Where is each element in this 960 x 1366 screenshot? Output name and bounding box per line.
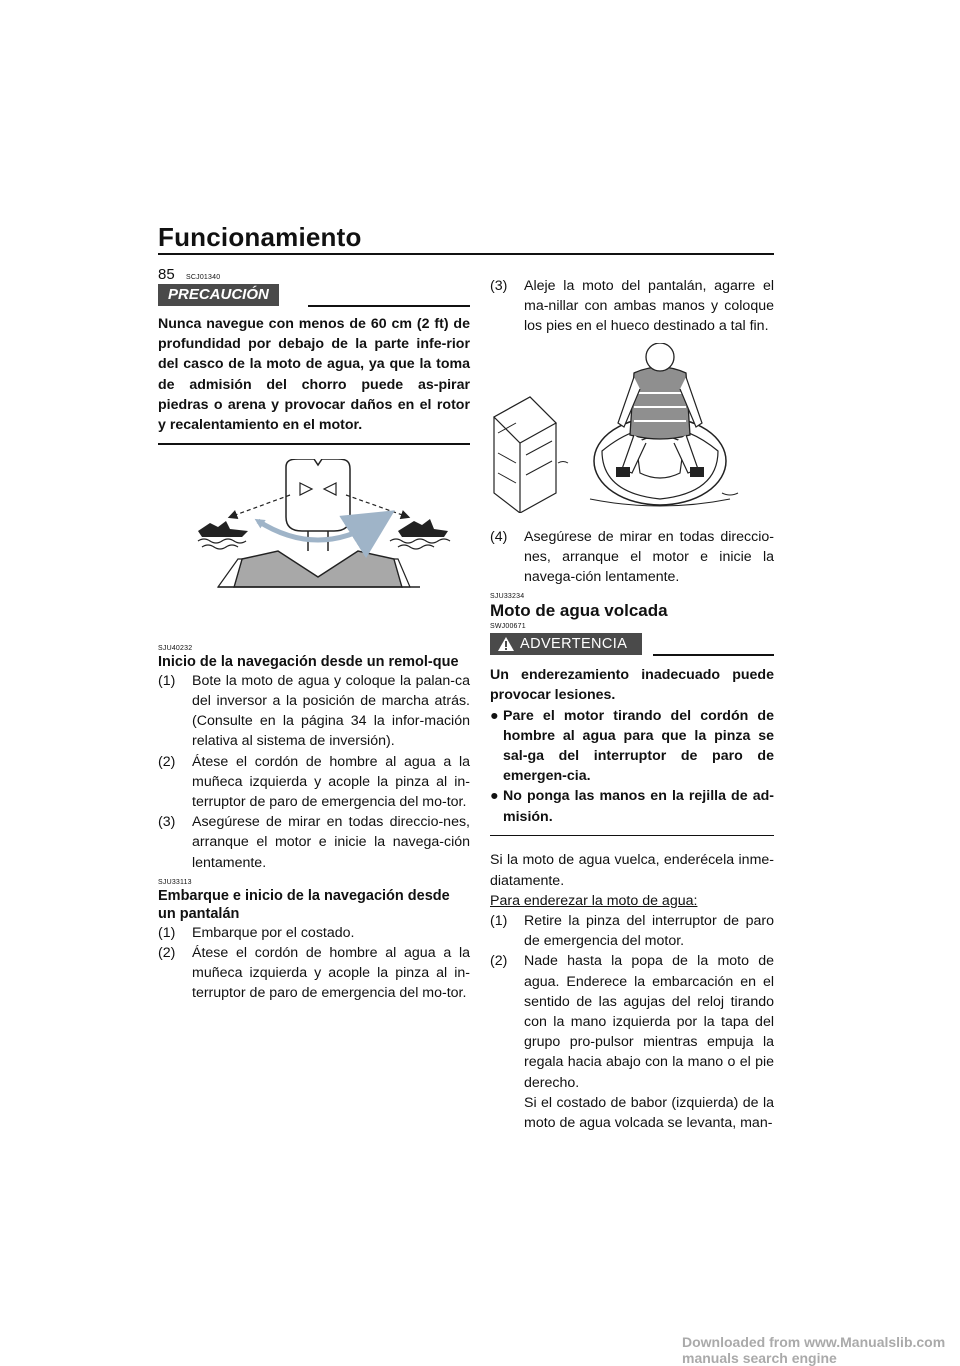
warning-rule [653,654,774,656]
warning-code: SWJ00671 [490,623,526,631]
title-rule [158,253,774,255]
continuation-text: Si el costado de babor (izquierda) de la moto de agua volcada se levanta, man- [524,1094,774,1131]
warning-label: ADVERTENCIA [490,633,642,655]
list-item: (1) Retire la pinza del interruptor de paro de emergencia del motor. [490,912,774,950]
section-heading-capsized: Moto de agua volcada [490,601,668,621]
list-item: (1) Embarque por el costado. [158,924,355,941]
list-item: (3) Aleje la moto del pantalán, agarre el ma-nillar con ambas manos y coloque los pies en el hueco destinado a tal fin. [490,278,774,335]
warning-bullet: ● Pare el motor tirando del cordón de hombre al agua para que la pinza se sal-ga del interruptor de paro de emergen-cia. [490,707,774,785]
rider-on-watercraft-image [490,343,774,513]
look-around-illustration [158,459,470,599]
page-title: Funcionamiento [158,222,362,252]
warning-end-rule [490,835,774,837]
watermark-text: Downloaded from www.Manualslib.com manuals search engine [682,1334,946,1366]
warning-triangle-icon [497,636,515,652]
section-code: SJU33234 [490,593,525,601]
footer-watermark [0,1334,960,1366]
warning-header [490,633,774,657]
boarding-illustration [490,343,774,513]
right-column [490,276,774,1133]
caution-code: SCJ01340 [186,274,221,281]
list-item: (2) Átese el cordón de hombre al agua a la muñeca izquierda y acople la pinza al in-terruptor de paro de emergencia del mo-tor. [158,753,470,810]
section-heading-trailer: Inicio de la navegación desde un remol-que [158,653,459,670]
dock-steps [158,923,470,1004]
righting-subheading: Para enderezar la moto de agua: [490,892,698,909]
caution-label: PRECAUCIÓN [158,284,279,306]
list-item: (3) Asegúrese de mirar en todas direccio-nes, arranque el motor e inicie la navega-ción lentamente. [158,814,470,871]
caution-header [158,284,470,308]
warning-text: Un enderezamiento inadecuado puede provocar lesiones. [490,667,774,704]
trailer-steps [158,671,470,873]
caution-rule [308,305,470,307]
list-item: (2) Átese el cordón de hombre al agua a la muñeca izquierda y acople la pinza al in-terruptor de paro de emergencia del mo-tor. [158,944,470,1002]
caution-text: Nunca navegue con menos de 60 cm (2 ft) de profundidad por debajo de la parte infe-rior del casco de la moto de agua, ya que la toma de admisión del chorro puede as-pirar piedras o arena y provocar daños en el rotor y recalentamiento en el motor. [158,316,470,434]
page-number: 85 [158,266,175,283]
capsized-intro: Si la moto de agua vuelca, enderécela inme-diatamente. [490,852,774,889]
warning-bullet: ● No ponga las manos en la rejilla de ad-misión. [490,788,774,825]
rider-look-both-ways-image [158,459,470,599]
section-code: SJU33113 [158,878,192,886]
caution-end-rule [158,443,470,445]
list-item: (4) Asegúrese de mirar en todas direccio-nes, arranque el motor e inicie la navega-ción lentamente. [490,528,774,586]
list-item: (2) Nade hasta la popa de la moto de agua. Enderece la embarcación en el sentido de las agujas del reloj tirando con la mano izquierda por la tapa del grupo pro-pulsor mientras empuja la regala hacia abajo con la mano o el pie derecho. [490,953,774,1091]
left-column [158,268,470,1004]
list-item: (1) Bote la moto de agua y coloque la palan-ca del inversor a la posición de marcha atrás. (Consulte en la página 34 la infor-mación relativa al sistema de inversión). [158,672,470,750]
section-code: SJU40232 [158,644,193,652]
section-heading-dock: Embarque e inicio de la navegación desde un pantalán [158,887,450,922]
